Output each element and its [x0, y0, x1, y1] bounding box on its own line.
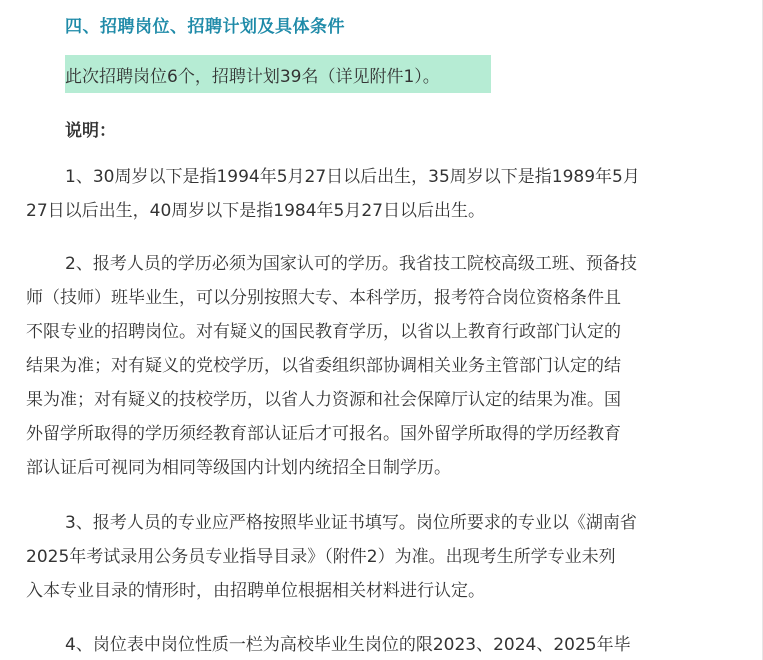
section-heading: 四、招聘岗位、招聘计划及具体条件: [65, 17, 345, 37]
paragraph-2: [26, 247, 720, 485]
paragraph-line: 果为准；对有疑义的技校学历，以省人力资源和社会保障厅认定的结果为准。国: [26, 390, 621, 410]
paragraph-line: 部认证后可视同为相同等级国内计划内统招全日制学历。: [26, 458, 451, 478]
paragraph-1: [26, 160, 720, 228]
paragraph-line: 师（技师）班毕业生，可以分别按照大专、本科学历，报考符合岗位资格条件且: [26, 288, 621, 308]
note-label: 说明：: [65, 121, 116, 141]
paragraph-line: 1、30周岁以下是指1994年5月27日以后出生，35周岁以下是指1989年5月: [65, 167, 640, 187]
paragraph-line: 27日以后出生，40周岁以下是指1984年5月27日以后出生。: [26, 201, 485, 221]
paragraph-line: 2025年考试录用公务员专业指导目录》（附件2）为准。出现考生所学专业未列: [26, 547, 616, 567]
paragraph-line: 不限专业的招聘岗位。对有疑义的国民教育学历，以省以上教育行政部门认定的: [26, 322, 621, 342]
paragraph-4: [26, 628, 720, 660]
paragraph-line: 外留学所取得的学历须经教育部认证后才可报名。国外留学所取得的学历经教育: [26, 424, 621, 444]
paragraph-line: 3、报考人员的专业应严格按照毕业证书填写。岗位所要求的专业以《湖南省: [65, 513, 637, 533]
paragraph-line: 入本专业目录的情形时，由招聘单位根据相关材料进行认定。: [26, 581, 485, 601]
paragraph-3: [26, 506, 720, 608]
paragraph-line: 2、报考人员的学历必须为国家认可的学历。我省技工院校高级工班、预备技: [65, 254, 637, 274]
paragraph-line: 4、岗位表中岗位性质一栏为高校毕业生岗位的限2023、2024、2025年毕: [65, 635, 631, 655]
highlighted-summary: 此次招聘岗位6个，招聘计划39名（详见附件1）。: [65, 55, 491, 93]
paragraph-line: 结果为准；对有疑义的党校学历，以省委组织部协调相关业务主管部门认定的结: [26, 356, 621, 376]
